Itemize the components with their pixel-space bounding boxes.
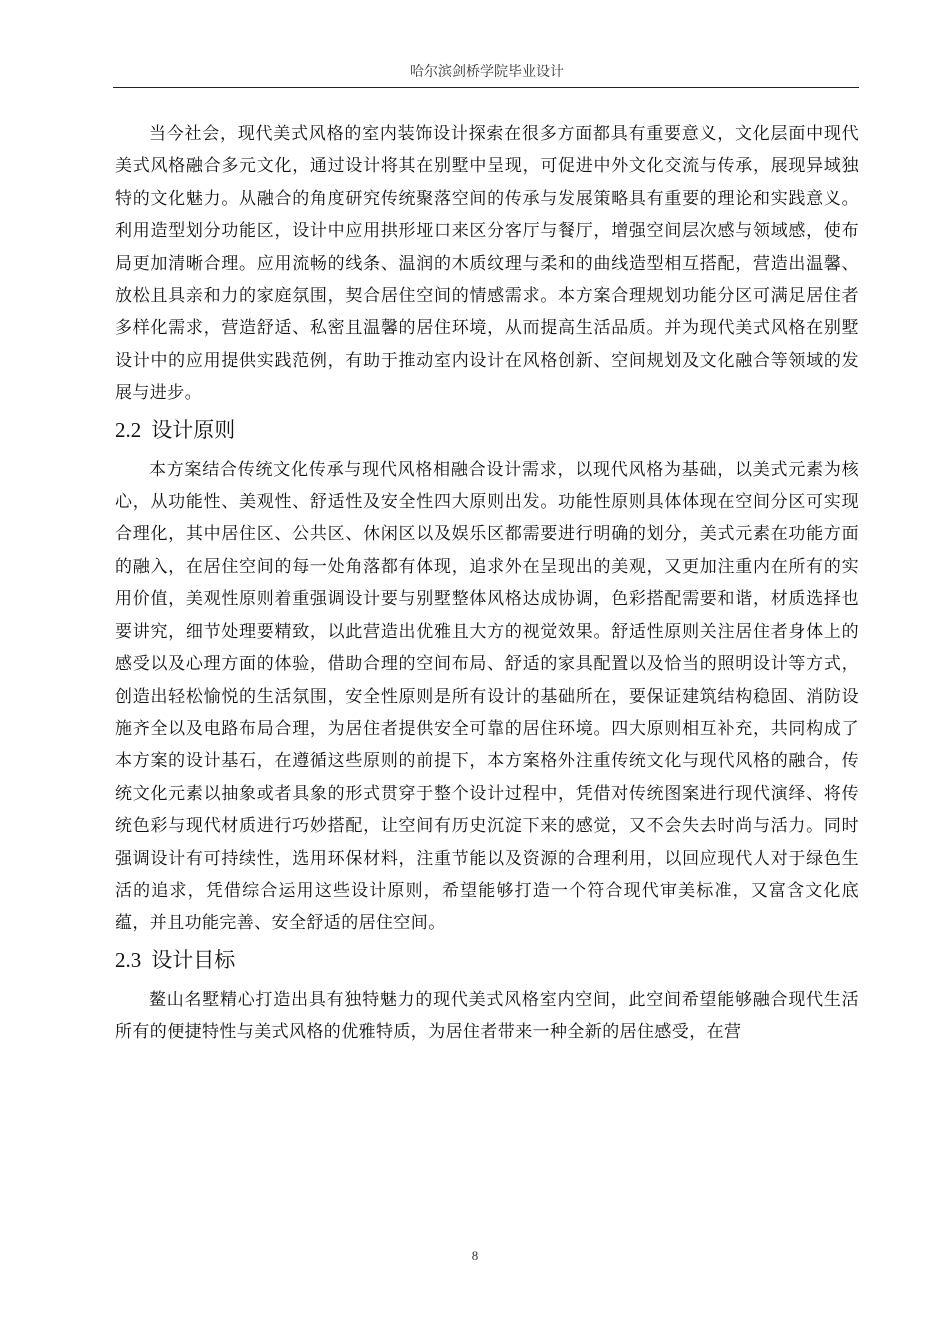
section-title: 设计原则: [151, 417, 236, 442]
page-body: [115, 118, 859, 1049]
section-number: 2.2: [115, 417, 142, 442]
section-heading-design-principles: [115, 411, 859, 449]
section-heading-design-goals: [115, 941, 859, 979]
intro-paragraph: 当今社会，现代美式风格的室内装饰设计探索在很多方面都具有重要意义，文化层面中现代美式风格融合多元文化，通过设计将其在别墅中呈现，可促进中外文化交流与传承，展现异域独特的文化魅力。从融合的角度研究传统聚落空间的传承与发展策略具有重要的理论和实践意义。利用造型划分功能区，设计中应用拱形垭口来区分客厅与餐厅，增强空间层次感与领域感，使布局更加清晰合理。应用流畅的线条、温润的木质纹理与柔和的曲线造型相互搭配，营造出温馨、放松且具亲和力的家庭氛围，契合居住空间的情感需求。本方案合理规划功能分区可满足居住者多样化需求，营造舒适、私密且温馨的居住环境，从而提高生活品质。并为现代美式风格在别墅设计中的应用提供实践范例，有助于推动室内设计在风格创新、空间规划及文化融合等领域的发展与进步。: [115, 124, 859, 404]
design-goals-paragraph: 鳌山名墅精心打造出具有独特魅力的现代美式风格室内空间，此空间希望能够融合现代生活所有的便捷特性与美式风格的优雅特质，为居住者带来一种全新的居住感受，在营: [115, 989, 859, 1043]
running-header: 哈尔滨剑桥学院毕业设计: [410, 64, 564, 80]
section-number: 2.3: [115, 947, 142, 972]
section-title: 设计目标: [151, 947, 236, 972]
design-principles-paragraph: 本方案结合传统文化传承与现代风格相融合设计需求，以现代风格为基础，以美式元素为核心，从功能性、美观性、舒适性及安全性四大原则出发。功能性原则具体体现在空间分区可实现合理化，其中居住区、公共区、休闲区以及娱乐区都需要进行明确的划分，美式元素在功能方面的融入，在居住空间的每一处角落都有体现，追求外在呈现出的美观，又更加注重内在所有的实用价值，美观性原则着重强调设计要与别墅整体风格达成协调，色彩搭配需要和谐，材质选择也要讲究，细节处理要精致，以此营造出优雅且大方的视觉效果。舒适性原则关注居住者身体上的感受以及心理方面的体验，借助合理的空间布局、舒适的家具配置以及恰当的照明设计等方式，创造出轻松愉悦的生活氛围，安全性原则是所有设计的基础所在，要保证建筑结构稳固、消防设施齐全以及电路布局合理，为居住者提供安全可靠的居住环境。四大原则相互补充，共同构成了本方案的设计基石，在遵循这些原则的前提下，本方案格外注重传统文化与现代风格的融合，传统文化元素以抽象或者具象的形式贯穿于整个设计过程中，凭借对传统图案进行现代演绎、将传统色彩与现代材质进行巧妙搭配，让空间有历史沉淀下来的感觉，又不会失去时尚与活力。同时强调设计有可持续性，选用环保材料，注重节能以及资源的合理利用，以回应现代人对于绿色生活的追求，凭借综合运用这些设计原则，希望能够打造一个符合现代审美标准，又富含文化底蕴，并且功能完善、安全舒适的居住空间。: [115, 459, 859, 934]
header-divider: [113, 87, 859, 88]
page-number: 8: [471, 1248, 479, 1263]
